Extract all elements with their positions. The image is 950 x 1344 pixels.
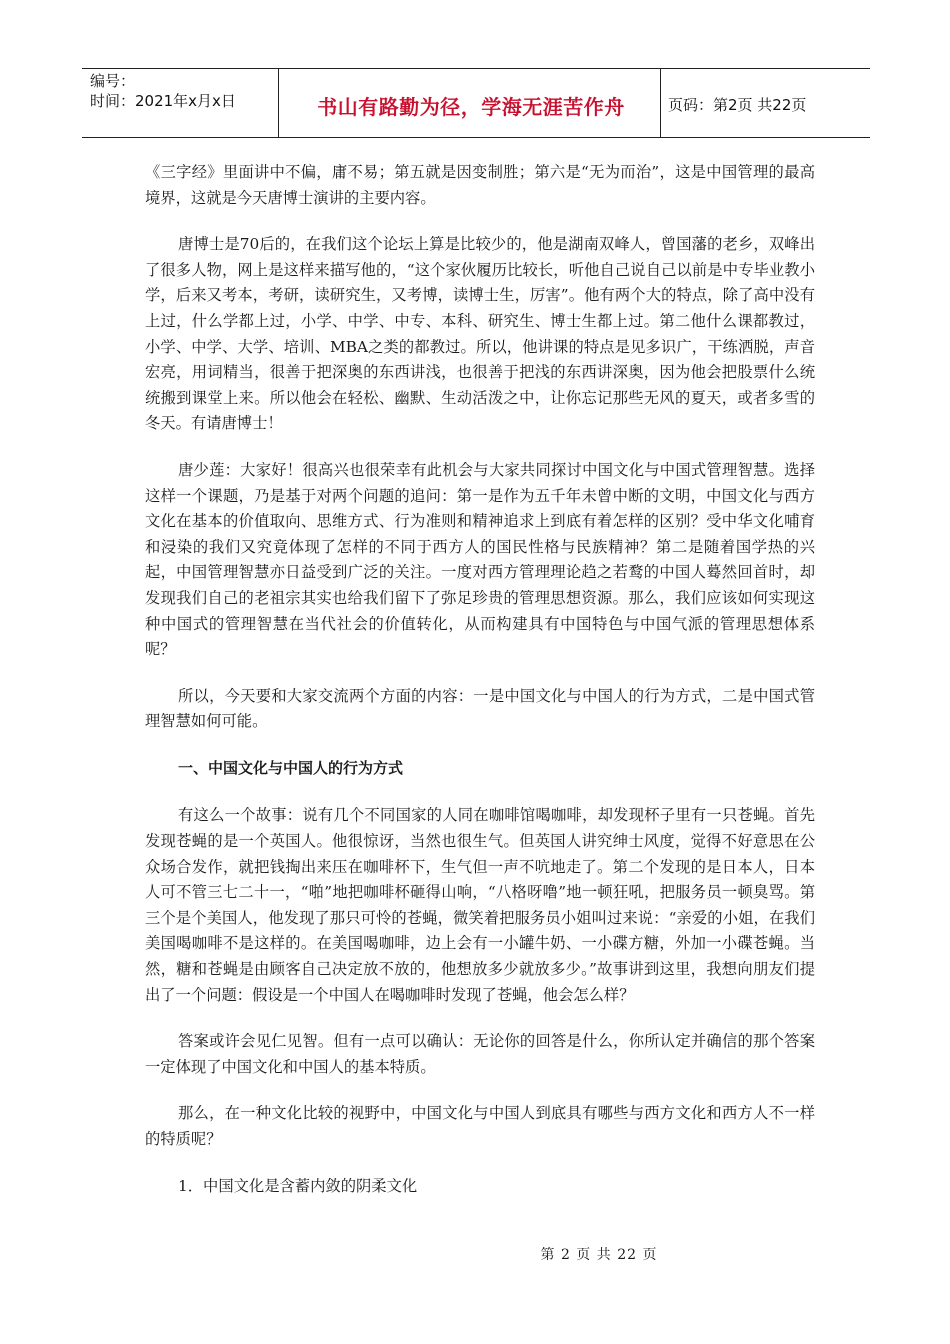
header-motto: 书山有路勤为径，学海无涯苦作舟 — [317, 95, 625, 119]
paragraph-answer: 答案或许会见仁见智。但有一点可以确认：无论你的回答是什么，你所认定并确信的那个答案一定体现了中国文化和中国人的基本特质。 — [145, 1032, 815, 1076]
paragraph-opening-remarks: 唐少莲：大家好！很高兴也很荣幸有此机会与大家共同探讨中国文化与中国式管理智慧。选择这样一个课题，乃是基于对两个问题的追问：第一是作为五千年未曾中断的文明，中国文化与西方文化在基本的价值取向、思维方式、行为准则和精神追求上到底有着怎样的区别？受中华文化哺育和浸染的我们又究竟体现了怎样的不同于西方人的国民性格与民族精神？第二是随着国学热的兴起，中国管理智慧亦日益受到广泛的关注。一度对西方管理理论趋之若鹜的中国人蓦然回首时，却发现我们自己的老祖宗其实也给我们留下了弥足珍贵的管理思想资源。那么，我们应该如何实现这种中国式的管理智慧在当代社会的价值转化，从而构建具有中国特色与中国气派的管理思想体系呢？ — [145, 460, 815, 659]
header-divider-left — [278, 69, 279, 137]
header-page-info: 页码：第2页 共22页 — [668, 96, 807, 114]
header-time: 时间：2021年x月x日 — [90, 92, 236, 110]
paragraph-question: 那么，在一种文化比较的视野中，中国文化与中国人到底具有哪些与西方文化和西方人不一样的特质呢？ — [145, 1104, 815, 1148]
page-footer — [0, 1244, 950, 1264]
page-header — [82, 68, 870, 138]
paragraph-intro-speaker: 唐博士是70后的，在我们这个论坛上算是比较少的，他是湖南双峰人，曾国藩的老乡，双峰出了很多人物，网上是这样来描写他的，“这个家伙履历比较长，听他自己说自己以前是中专毕业教小学，后来又考本，考研，读研究生，又考博，读博士生，厉害”。他有两个大的特点，除了高中没有上过，什么学都上过，小学、中学、中专、本科、研究生、博士生都上过。第二他什么课都教过，小学、中学、大学、培训、MBA之类的都教过。所以，他讲课的特点是见多识广，干练洒脱，声音宏亮，用词精当，很善于把深奥的东西讲浅，也很善于把浅的东西讲深奥，因为他会把股票什么统统搬到课堂上来。所以他会在轻松、幽默、生动活泼之中，让你忘记那些无风的夏天，或者多雪的冬天。有请唐博士！ — [145, 235, 815, 433]
paragraph-coffee-story: 有这么一个故事：说有几个不同国家的人同在咖啡馆喝咖啡，却发现杯子里有一只苍蝇。首先发现苍蝇的是一个英国人。他很惊讶，当然也很生气。但英国人讲究绅士风度，觉得不好意思在公众场合发作，就把钱掏出来压在咖啡杯下，生气但一声不吭地走了。第二个发现的是日本人，日本人可不管三七二十一，“啪”地把咖啡杯砸得山响，“八格呀噜”地一顿狂吼，把服务员一顿臭骂。第三个是个美国人，他发现了那只可怜的苍蝇，微笑着把服务员小姐叫过来说：“亲爱的小姐，在我们美国喝咖啡不是这样的。在美国喝咖啡，边上会有一小罐牛奶、一小碟方糖，外加一小碟苍蝇。当然，糖和苍蝇是由顾客自己决定放不放的，他想放多少就放多少。”故事讲到这里，我想向朋友们提出了一个问题：假设是一个中国人在喝咖啡时发现了苍蝇，他会怎么样？ — [145, 806, 815, 1004]
header-code-label: 编号： — [90, 72, 136, 90]
paragraph-agenda: 所以，今天要和大家交流两个方面的内容：一是中国文化与中国人的行为方式，二是中国式管理智慧如何可能。 — [145, 686, 815, 731]
document-body — [145, 160, 815, 1220]
header-meta — [90, 71, 236, 111]
section-heading: 一、中国文化与中国人的行为方式 — [178, 758, 404, 777]
header-divider-right — [660, 69, 661, 137]
paragraph-continuation: 《三字经》里面讲中不偏，庸不易；第五就是因变制胜；第六是“无为而治”，这是中国管理的最高境界，这就是今天唐博士演讲的主要内容。 — [145, 163, 815, 207]
footer-page-number: 第 2 页 共 22 页 — [540, 1247, 658, 1263]
subsection-heading: 1．中国文化是含蓄内敛的阴柔文化 — [178, 1176, 418, 1195]
